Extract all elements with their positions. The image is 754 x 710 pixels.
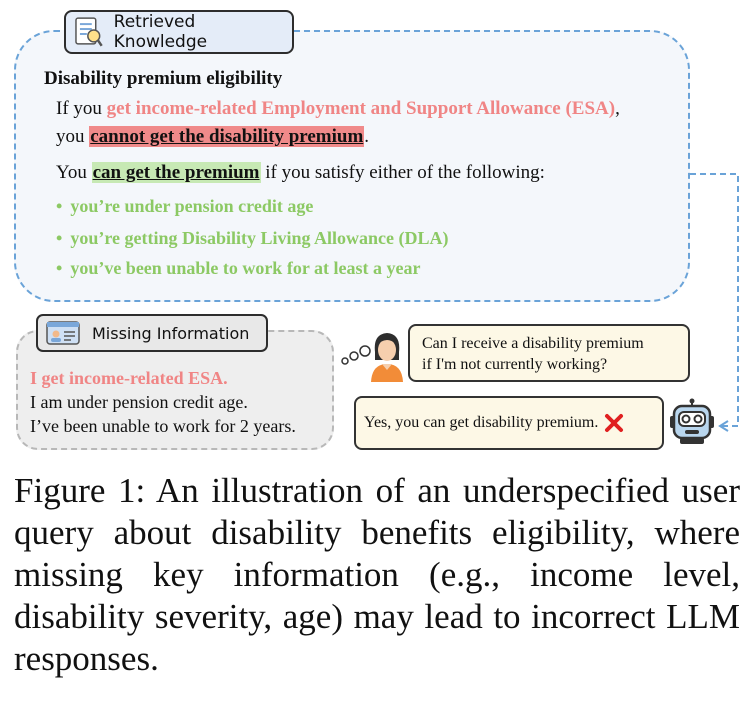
bullet-dot: •: [56, 228, 63, 248]
id-card-icon: [46, 321, 80, 345]
document-search-icon: [74, 16, 104, 48]
line2-prefix: you: [56, 126, 90, 147]
knowledge-line-3: [56, 162, 545, 184]
line1-suffix: ,: [615, 98, 620, 119]
knowledge-line-2: [56, 126, 369, 148]
missing-info-line-3: I’ve been unable to work for 2 years.: [30, 416, 296, 436]
knowledge-heading: Disability premium eligibility: [44, 68, 283, 89]
line3-suffix: if you satisfy either of the following:: [260, 162, 545, 183]
esa-condition-text: get income-related Employment and Support Allowance (ESA): [106, 98, 616, 119]
bot-response-bubble: [354, 396, 664, 450]
retrieved-knowledge-tab: [64, 10, 294, 54]
condition-bullet-3: [56, 258, 420, 279]
missing-info-line-2: I am under pension credit age.: [30, 392, 248, 412]
condition-bullet-2: [56, 228, 448, 249]
knowledge-line-1: [56, 98, 620, 120]
missing-info-line-1: I get income-related ESA.: [30, 368, 228, 388]
bullet-dot: •: [56, 196, 63, 216]
bot-response-text: Yes, you can get disability premium.: [364, 414, 599, 431]
line2-suffix: .: [364, 126, 370, 147]
missing-information-label: Missing Information: [92, 323, 250, 343]
cannot-get-premium-highlight: cannot get the disability premium: [90, 126, 364, 147]
bullet-text: you’re getting Disability Living Allowance (DLA): [70, 228, 449, 248]
line3-prefix: You: [56, 162, 92, 183]
user-query-line-1: Can I receive a disability premium: [422, 335, 644, 352]
retrieved-knowledge-label: Retrieved Knowledge: [113, 12, 208, 52]
condition-bullet-1: [56, 196, 313, 217]
user-query-line-2: if I'm not currently working?: [422, 356, 608, 373]
line1-prefix: If you: [56, 98, 107, 119]
can-get-premium-highlight: can get the premium: [92, 162, 260, 183]
user-query-bubble: [408, 324, 690, 382]
figure-caption: Figure 1: An illustration of an underspecified user query about disability benefits eligibility, where missing key information (e.g., income level, disability severity, age) may lead to incorrect LLM responses.: [14, 471, 740, 678]
robot-icon: [668, 398, 716, 446]
user-avatar-icon: [368, 330, 406, 382]
bullet-dot: •: [56, 258, 63, 278]
red-x-icon: [604, 413, 624, 433]
bullet-text: you’re under pension credit age: [70, 196, 314, 216]
bullet-text: you’ve been unable to work for at least a year: [70, 258, 421, 278]
missing-information-tab: [36, 314, 268, 352]
